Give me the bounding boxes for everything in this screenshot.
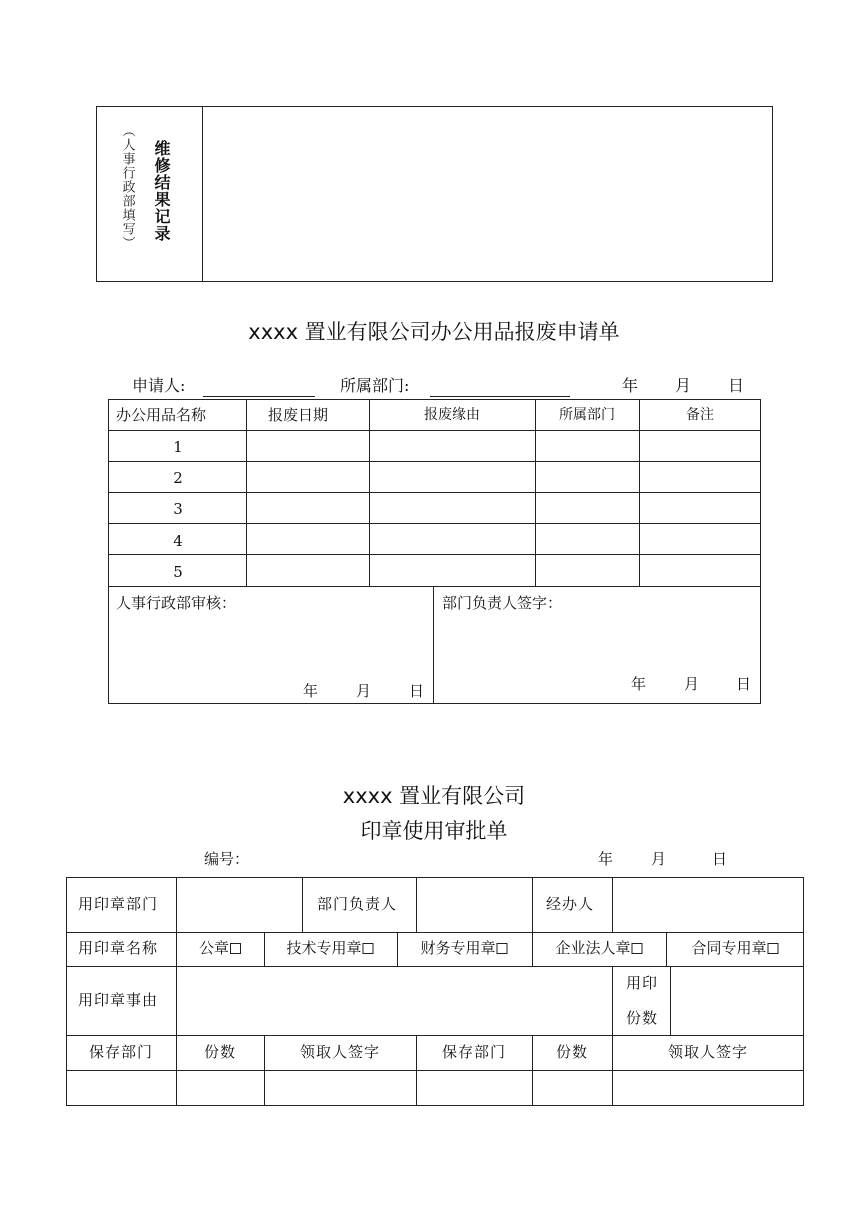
recipient-sign-field[interactable] (265, 1071, 415, 1105)
seal-col-line (666, 932, 667, 966)
checkbox-icon[interactable] (363, 943, 374, 954)
seal-month: 月 (651, 850, 667, 868)
header-copies: 份数 (203, 1043, 237, 1061)
recipient-sign-field[interactable] (613, 1071, 803, 1105)
scrap-col-line (639, 399, 640, 586)
option-legal-rep-seal[interactable] (555, 941, 642, 956)
hr-review-area[interactable] (109, 587, 432, 703)
seal-copies-label-2: 份数 (626, 1009, 659, 1027)
checkbox-icon[interactable] (632, 943, 643, 954)
applicant-label: 申请人: (132, 376, 186, 395)
storage-dept-field[interactable] (417, 1071, 531, 1105)
scrap-month: 月 (675, 376, 692, 395)
dept-head-year: 年 (631, 675, 647, 693)
row-number: 2 (173, 469, 183, 487)
seal-handler-label: 经办人 (546, 895, 595, 913)
repair-record-content-area[interactable] (203, 107, 772, 281)
seal-dept-head-field[interactable] (417, 878, 531, 931)
checkbox-icon[interactable] (230, 943, 241, 954)
scrap-row-line (108, 461, 761, 462)
checkbox-icon[interactable] (768, 943, 779, 954)
scrap-row-line (108, 430, 761, 431)
seal-dept-head-label: 部门负责人 (317, 895, 398, 913)
hr-review-month: 月 (356, 682, 372, 700)
seal-dept-label: 用印章部门 (78, 895, 159, 913)
scrap-year: 年 (622, 376, 639, 395)
option-technical-seal[interactable] (286, 941, 373, 956)
row-number: 4 (173, 532, 183, 550)
seal-col-line (264, 932, 265, 966)
header-storage-dept: 保存部门 (441, 1043, 507, 1061)
hr-review-year: 年 (303, 682, 319, 700)
seal-col-line (397, 932, 398, 966)
header-copies: 份数 (555, 1043, 589, 1061)
dept-head-month: 月 (684, 675, 700, 693)
seal-reason-label: 用印章事由 (78, 991, 159, 1009)
scrap-col-line (246, 399, 247, 586)
option-label: 技术专用章 (286, 939, 362, 957)
checkbox-icon[interactable] (497, 943, 508, 954)
storage-dept-field[interactable] (67, 1071, 175, 1105)
option-label: 公章 (198, 939, 230, 957)
seal-day: 日 (712, 850, 728, 868)
option-label: 企业法人章 (555, 939, 631, 957)
scrap-row-line (108, 523, 761, 524)
seal-dept-field[interactable] (177, 878, 301, 931)
seal-number-label: 编号： (204, 850, 250, 868)
header-remarks: 备注 (686, 407, 714, 423)
hr-review-label: 人事行政部审核： (116, 594, 237, 612)
seal-reason-field[interactable] (177, 967, 611, 1034)
option-official-seal[interactable] (199, 941, 241, 956)
seal-col-line (532, 932, 533, 966)
row-number: 1 (173, 438, 183, 456)
applicant-field[interactable] (203, 396, 315, 397)
copies-field[interactable] (533, 1071, 611, 1105)
dept-head-sign-label: 部门负责人签字： (442, 594, 563, 612)
scrap-day: 日 (728, 376, 745, 395)
hr-review-day: 日 (409, 682, 425, 700)
seal-handler-field[interactable] (613, 878, 803, 931)
scrap-col-line (369, 399, 370, 586)
copies-field[interactable] (177, 1071, 263, 1105)
row-number: 3 (173, 500, 183, 518)
header-recipient-sign: 领取人签字 (667, 1043, 749, 1061)
repair-record-note: （人事行政部填写） (119, 124, 135, 250)
seal-year: 年 (598, 850, 614, 868)
scrap-dept-field[interactable] (430, 396, 570, 397)
header-storage-dept: 保存部门 (88, 1043, 154, 1061)
header-recipient-sign: 领取人签字 (299, 1043, 381, 1061)
seal-form-title-line1: xxxx 置业有限公司 (342, 784, 526, 808)
seal-col-line (302, 877, 303, 932)
seal-name-label: 用印章名称 (78, 939, 159, 957)
option-label: 财务专用章 (420, 939, 496, 957)
option-contract-seal[interactable] (691, 941, 778, 956)
option-label: 合同专用章 (691, 939, 767, 957)
scrap-row-line (108, 492, 761, 493)
header-department: 所属部门 (559, 407, 615, 423)
header-scrap-date: 报废日期 (267, 406, 329, 424)
dept-head-sign-area[interactable] (434, 587, 760, 703)
seal-col-line (612, 966, 613, 1035)
scrap-row-line (108, 554, 761, 555)
seal-copies-field[interactable] (671, 967, 803, 1034)
seal-copies-label-1: 用印 (626, 974, 659, 992)
dept-head-day: 日 (736, 675, 752, 693)
repair-record-label: 维修结果记录 (152, 140, 171, 242)
scrap-form-title: xxxx 置业有限公司办公用品报废申请单 (248, 320, 620, 344)
option-finance-seal[interactable] (420, 941, 507, 956)
row-number: 5 (173, 563, 183, 581)
seal-col-line (176, 932, 177, 966)
scrap-col-line (535, 399, 536, 586)
header-scrap-reason: 报废缘由 (424, 407, 480, 423)
seal-form-title-line2: 印章使用审批单 (360, 819, 508, 843)
seal-col-line (532, 877, 533, 932)
header-item-name: 办公用品名称 (116, 406, 207, 424)
scrap-dept-label: 所属部门: (340, 376, 410, 395)
